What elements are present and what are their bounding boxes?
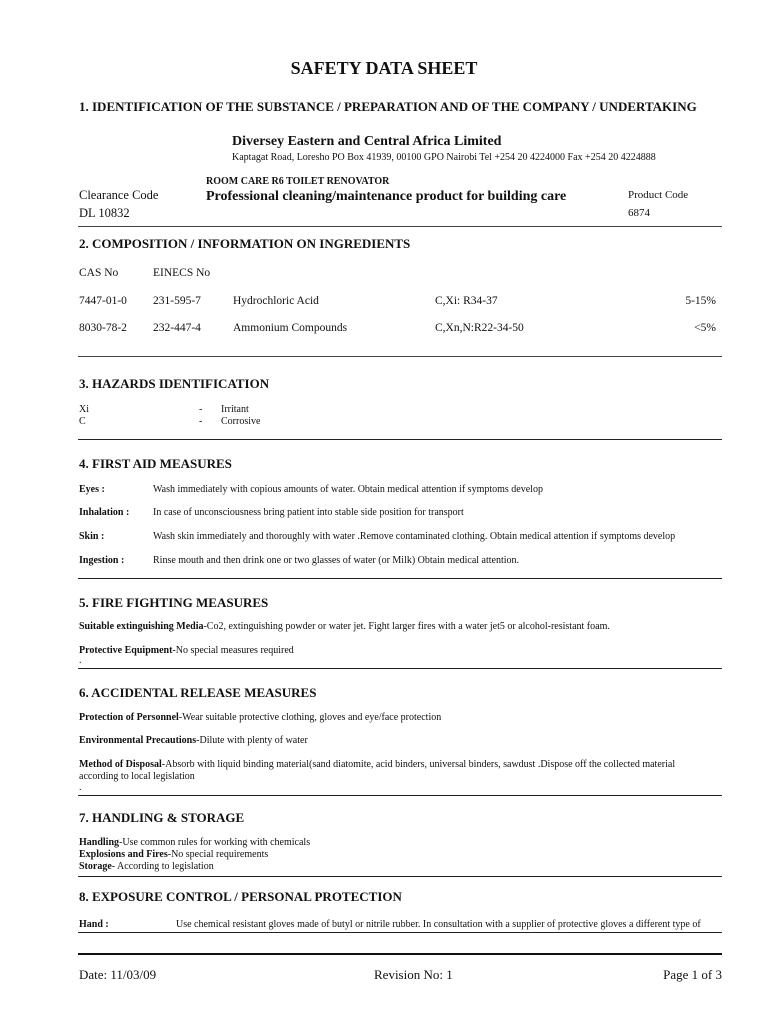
clearance-code-label: Clearance Code <box>79 188 159 202</box>
handling-text: -Use common rules for working with chemicals <box>119 837 311 848</box>
footer-page-number: Page 1 of 3 <box>663 967 722 982</box>
disposal-method-continued: according to local legislation <box>79 771 195 782</box>
protective-equipment <box>79 645 294 656</box>
column-header-einecs: EINECS No <box>153 267 211 279</box>
product-description: Professional cleaning/maintenance product for building care <box>206 189 567 204</box>
divider <box>78 356 722 357</box>
clearance-code-value: DL 10832 <box>79 206 130 220</box>
first-aid-text: Rinse mouth and then drink one or two glasses of water (or Milk) Obtain medical attention. <box>153 555 520 566</box>
first-aid-text: Wash immediately with copious amounts of water. Obtain medical attention if symptoms develop <box>153 484 543 495</box>
ingredient-cas: 8030-78-2 <box>79 322 127 334</box>
first-aid-label: Eyes : <box>79 484 105 495</box>
ingredient-classification: C,Xi: R34-37 <box>435 295 498 307</box>
extinguishing-media <box>79 621 610 632</box>
extinguishing-media-text: -Co2, extinguishing powder or water jet. Fight larger fires with a water jet5 or alcohol-resistant foam. <box>203 621 610 632</box>
environmental-precautions-label: Environmental Precautions <box>79 735 197 746</box>
first-aid-label: Ingestion : <box>79 555 125 566</box>
section-4-heading: 4. FIRST AID MEASURES <box>79 456 232 471</box>
handling-label: Handling <box>79 837 120 848</box>
first-aid-text: In case of unconsciousness bring patient into stable side position for transport <box>153 507 464 518</box>
disposal-method <box>79 759 675 770</box>
divider <box>78 932 722 933</box>
section-5-heading: 5. FIRE FIGHTING MEASURES <box>79 595 269 610</box>
ingredient-cas: 7447-01-0 <box>79 295 127 307</box>
company-address: Kaptagat Road, Loresho PO Box 41939, 00100 GPO Nairobi Tel +254 20 4224000 Fax +254 20 4224888 <box>232 152 656 163</box>
ingredient-concentration: <5% <box>694 322 716 334</box>
section-8-heading: 8. EXPOSURE CONTROL / PERSONAL PROTECTION <box>79 889 402 904</box>
hazard-dash: - <box>199 416 203 427</box>
divider <box>78 578 722 579</box>
trailing-dot: . <box>79 655 82 666</box>
company-name: Diversey Eastern and Central Africa Limited <box>232 134 502 149</box>
first-aid-label: Skin : <box>79 531 105 542</box>
hand-protection-label: Hand : <box>79 919 109 930</box>
hazard-meaning: Corrosive <box>221 416 261 427</box>
disposal-method-label: Method of Disposal <box>79 759 162 770</box>
first-aid-label: Inhalation : <box>79 507 130 518</box>
trailing-dot: . <box>79 782 82 793</box>
section-3-heading: 3. HAZARDS IDENTIFICATION <box>79 376 270 391</box>
storage-text: - According to legislation <box>111 861 214 872</box>
section-7-heading: 7. HANDLING & STORAGE <box>79 810 245 825</box>
ingredient-classification: C,Xn,N:R22-34-50 <box>435 322 524 334</box>
ingredient-concentration: 5-15% <box>685 295 716 307</box>
divider <box>78 439 722 440</box>
section-2-heading: 2. COMPOSITION / INFORMATION ON INGREDIENTS <box>79 236 411 251</box>
environmental-precautions <box>79 735 308 746</box>
protective-equipment-label: Protective Equipment <box>79 645 173 656</box>
product-name: ROOM CARE R6 TOILET RENOVATOR <box>206 176 390 187</box>
disposal-method-text: -Absorb with liquid binding material(sand diatomite, acid binders, universal binders, sawdust .Dispose off the collected material <box>161 759 676 770</box>
ingredient-name: Ammonium Compounds <box>233 322 348 334</box>
footer-date: Date: 11/03/09 <box>79 967 157 982</box>
hazard-meaning: Irritant <box>221 404 249 415</box>
storage-label: Storage <box>79 861 112 872</box>
document-title: SAFETY DATA SHEET <box>290 58 478 78</box>
divider <box>78 795 722 796</box>
ingredient-name: Hydrochloric Acid <box>233 295 319 307</box>
divider <box>78 876 722 877</box>
ingredient-einecs: 231-595-7 <box>153 295 201 307</box>
personnel-protection-text: -Wear suitable protective clothing, gloves and eye/face protection <box>178 712 442 723</box>
personnel-protection <box>79 712 441 723</box>
divider <box>78 226 722 227</box>
explosions-fires-label: Explosions and Fires <box>79 849 168 860</box>
personnel-protection-label: Protection of Personnel <box>79 712 179 723</box>
storage <box>79 861 214 872</box>
ingredient-einecs: 232-447-4 <box>153 322 201 334</box>
divider <box>78 668 722 669</box>
footer-revision: Revision No: 1 <box>374 967 453 982</box>
product-code-label: Product Code <box>628 189 689 201</box>
environmental-precautions-text: -Dilute with plenty of water <box>196 735 308 746</box>
hazard-dash: - <box>199 404 203 415</box>
footer-divider <box>78 953 722 955</box>
section-1-heading: 1. IDENTIFICATION OF THE SUBSTANCE / PREPARATION AND OF THE COMPANY / UNDERTAKING <box>79 99 697 114</box>
handling <box>79 837 310 848</box>
explosions-fires-text: -No special requirements <box>167 849 269 860</box>
extinguishing-media-label: Suitable extinguishing Media <box>79 621 204 632</box>
hazard-symbol: C <box>79 416 86 427</box>
first-aid-text: Wash skin immediately and thoroughly with water .Remove contaminated clothing. Obtain medical attention if symptoms develop <box>153 531 676 542</box>
explosions-fires <box>79 849 268 860</box>
hand-protection-text: Use chemical resistant gloves made of butyl or nitrile rubber. In consultation with a supplier of protective gloves a different type of <box>176 919 701 930</box>
protective-equipment-text: -No special measures required <box>172 645 294 656</box>
product-code-value: 6874 <box>628 207 650 219</box>
hazard-symbol: Xi <box>79 404 89 415</box>
column-header-cas: CAS No <box>79 267 119 279</box>
section-6-heading: 6. ACCIDENTAL RELEASE MEASURES <box>79 685 317 700</box>
